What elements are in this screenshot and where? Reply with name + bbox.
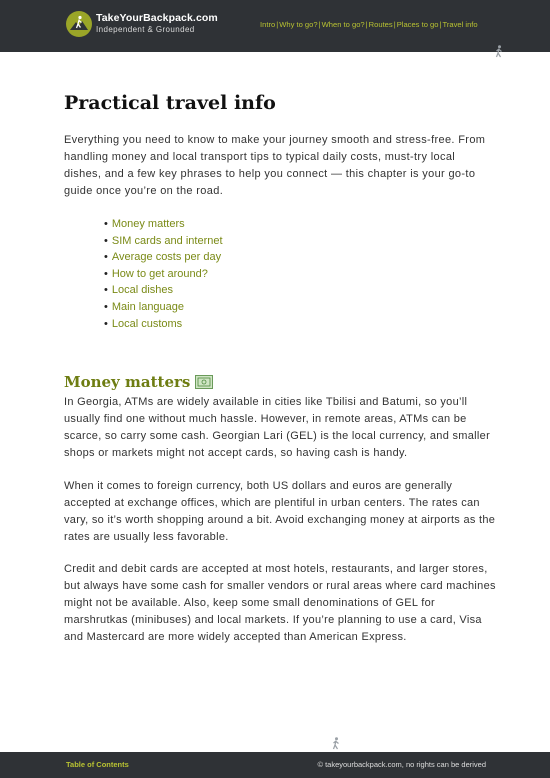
list-item[interactable] bbox=[104, 316, 223, 333]
toc-link-get-around[interactable]: How to get around? bbox=[111, 267, 208, 280]
logo[interactable] bbox=[66, 11, 92, 37]
nav-link-travel-info[interactable]: Travel info bbox=[442, 20, 478, 29]
list-item[interactable] bbox=[104, 299, 223, 316]
nav-separator: | bbox=[393, 20, 396, 29]
list-item[interactable] bbox=[104, 249, 223, 266]
nav-link-why-to-go[interactable]: Why to go? bbox=[279, 20, 318, 29]
nav-link-intro[interactable]: Intro bbox=[260, 20, 276, 29]
bullet-icon: • bbox=[104, 317, 108, 330]
section-heading-text: Money matters bbox=[64, 373, 191, 391]
bullet-icon: • bbox=[104, 284, 108, 297]
bullet-icon: • bbox=[104, 267, 108, 280]
paragraph-cards: Credit and debit cards are accepted at most hotels, restaurants, and larger stores, but always have some cash for smaller vendors or rural areas where card machines might not be available. Also, keep some small denominations of GEL for marshrutkas (minibuses) and local markets. If you’re planning to use a card, Visa and Mastercard are more widely accepted than American Express. bbox=[64, 563, 496, 643]
list-item[interactable] bbox=[104, 282, 223, 299]
section-heading-money-matters bbox=[64, 373, 213, 391]
nav-separator: | bbox=[439, 20, 442, 29]
toc-link-average-costs[interactable]: Average costs per day bbox=[111, 251, 222, 264]
list-item[interactable] bbox=[104, 266, 223, 283]
hiker-logo-icon bbox=[66, 11, 92, 37]
paragraph-atms: In Georgia, ATMs are widely available in cities like Tbilisi and Batumi, so you’ll usually find one without much hassle. However, in remote areas, ATMs can be scarce, so carry some cash. Georgian Lari (GEL) is the local currency, and smaller shops or markets might not accept cards, so having cash is handy. bbox=[64, 396, 491, 459]
hiker-icon bbox=[494, 45, 504, 58]
brand-tagline: Independent & Grounded bbox=[96, 25, 195, 34]
list-item[interactable] bbox=[104, 233, 223, 250]
list-item[interactable] bbox=[104, 216, 223, 233]
copyright-notice: © takeyourbackpack.com, no rights can be derived bbox=[317, 760, 486, 769]
bullet-icon: • bbox=[104, 251, 108, 264]
toc-link-local-customs[interactable]: Local customs bbox=[111, 317, 183, 330]
toc-link-sim-cards[interactable]: SIM cards and internet bbox=[111, 234, 223, 247]
top-nav bbox=[260, 20, 478, 29]
table-of-contents-link[interactable]: Table of Contents bbox=[66, 760, 129, 769]
bullet-icon: • bbox=[104, 234, 108, 247]
nav-separator: | bbox=[276, 20, 279, 29]
nav-link-when-to-go[interactable]: When to go? bbox=[321, 20, 365, 29]
nav-separator: | bbox=[318, 20, 321, 29]
toc-link-money-matters[interactable]: Money matters bbox=[111, 218, 185, 230]
nav-link-places-to-go[interactable]: Places to go bbox=[396, 20, 439, 29]
brand-name[interactable]: TakeYourBackpack.com bbox=[96, 12, 218, 24]
nav-link-routes[interactable]: Routes bbox=[368, 20, 393, 29]
bullet-icon: • bbox=[104, 218, 108, 230]
nav-separator: | bbox=[365, 20, 368, 29]
hiker-icon bbox=[331, 737, 341, 750]
footer-bar bbox=[0, 752, 550, 778]
page-title: Practical travel info bbox=[64, 92, 276, 114]
toc-link-local-dishes[interactable]: Local dishes bbox=[111, 284, 174, 297]
top-bar bbox=[0, 0, 550, 52]
paragraph-foreign-currency: When it comes to foreign currency, both US dollars and euros are generally accepted at exchange offices, which are plentiful in urban centers. The rates can vary, so it’s worth shopping around a bit. Avoid exchanging money at airports as the rates are usually less favorable. bbox=[64, 480, 496, 543]
money-bill-icon bbox=[195, 375, 213, 389]
intro-text: Everything you need to know to make your journey smooth and stress-free. From handling money and local transport tips to typical daily costs, must-try local dishes, and a few key phrases to help you connect — this chapter is your go-to guide once you’re on the road. bbox=[64, 134, 486, 197]
toc-link-main-language[interactable]: Main language bbox=[111, 300, 185, 313]
bullet-icon: • bbox=[104, 300, 108, 313]
chapter-contents-list bbox=[104, 216, 223, 332]
